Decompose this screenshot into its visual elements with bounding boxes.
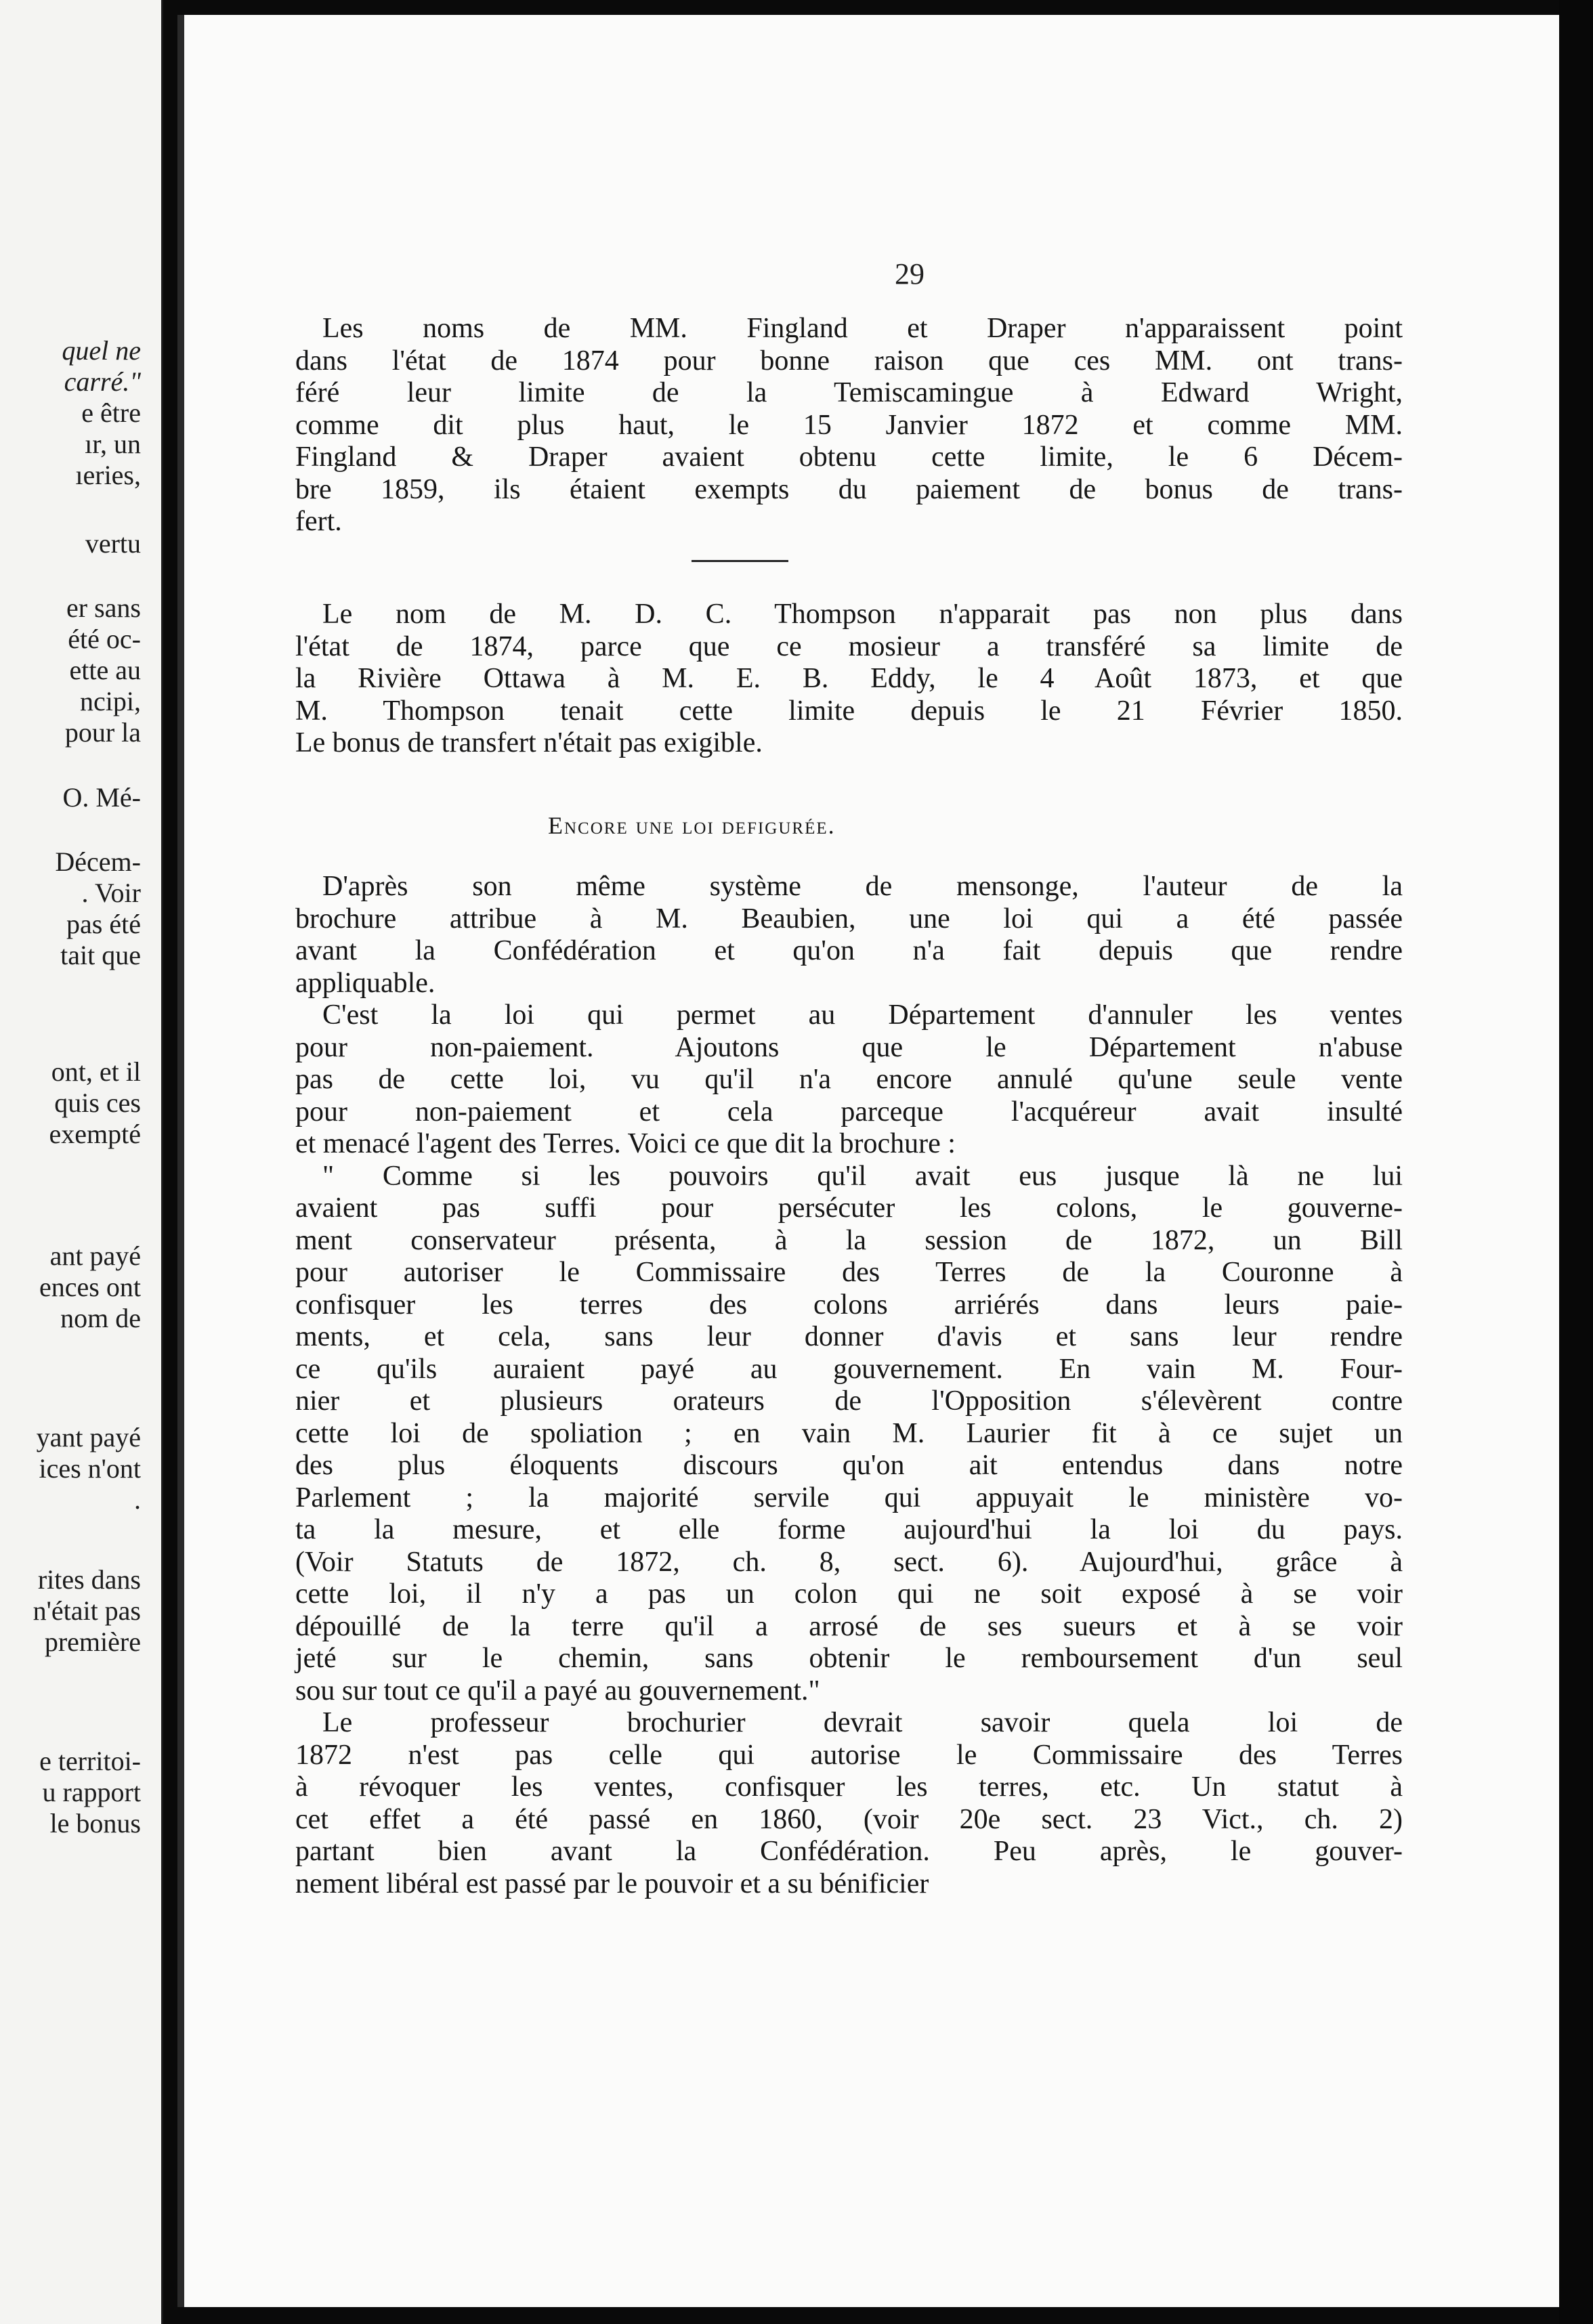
text-line: ce qu'ils auraient payé au gouvernement. En vain M. Four- (295, 1353, 1403, 1385)
adjacent-page-line: première (44, 1627, 141, 1657)
text-line: à révoquer les ventes, confisquer les terres, etc. Un statut à (295, 1771, 1403, 1803)
adjacent-page-line: yant payé (36, 1422, 141, 1452)
adjacent-page-line: nom de (60, 1303, 141, 1333)
adjacent-page-line: pas été (66, 909, 141, 939)
text-line: ment conservateur présenta, à la session de 1872, un Bill (295, 1224, 1403, 1256)
adjacent-page-line: vertu (85, 528, 141, 559)
adjacent-page-line: e être (81, 397, 141, 428)
adjacent-page-line: Décem- (55, 846, 141, 877)
paragraph-loi-defiguree (295, 871, 1403, 1900)
text-line: brochure attribue à M. Beaubien, une loi qui a été passée (295, 903, 1403, 934)
text-line: 1872 n'est pas celle qui autorise le Commissaire des Terres (295, 1739, 1403, 1771)
text-line: jeté sur le chemin, sans obtenir le remboursement d'un seul (295, 1643, 1403, 1674)
adjacent-page-line: ices n'ont (39, 1453, 141, 1484)
text-line: cette loi de spoliation ; en vain M. Laurier fit à ce sujet un (295, 1417, 1403, 1449)
text-line: et menacé l'agent des Terres. Voici ce que dit la brochure : (295, 1128, 956, 1159)
text-line: ments, et cela, sans leur donner d'avis et sans leur rendre (295, 1321, 1403, 1352)
text-line: pour autoriser le Commissaire des Terres de la Couronne à (295, 1257, 1403, 1288)
text-line: Le nom de M. D. C. Thompson n'apparait pas non plus dans (322, 599, 1403, 630)
text-line: " Comme si les pouvoirs qu'il avait eus jusque là ne lui (322, 1160, 1403, 1192)
adjacent-page-line: er sans (66, 593, 141, 623)
text-line: nier et plusieurs orateurs de l'Opposition s'élevèrent contre (295, 1385, 1403, 1417)
page-number: 29 (895, 257, 925, 290)
text-line: fert. (295, 506, 342, 537)
text-line: pour non-paiement et cela parceque l'acquéreur avait insulté (295, 1096, 1403, 1127)
text-line: Parlement ; la majorité servile qui appuyait le ministère vo- (295, 1482, 1403, 1513)
text-line: C'est la loi qui permet au Département d'annuler les ventes (322, 999, 1403, 1031)
text-line: bre 1859, ils étaient exempts du paiement de bonus de trans- (295, 473, 1403, 505)
text-line: D'après son même système de mensonge, l'auteur de la (322, 871, 1403, 902)
paragraph-thompson (295, 599, 1403, 760)
adjacent-page-line: rites dans (37, 1564, 141, 1595)
adjacent-page-line: tait que (60, 940, 141, 970)
text-line: Le bonus de transfert n'était pas exigible. (295, 727, 763, 758)
adjacent-page-line: ences ont (39, 1272, 141, 1302)
scan-border (1559, 0, 1593, 2324)
text-line: avaient pas suffi pour persécuter les colons, le gouverne- (295, 1192, 1403, 1224)
text-line: cet effet a été passé en 1860, (voir 20e sect. 23 Vict., ch. 2) (295, 1803, 1403, 1835)
adjacent-page-line: . Voir (81, 878, 141, 908)
adjacent-page-line: ont, et il (51, 1056, 141, 1087)
book-page (177, 15, 1559, 2307)
text-line: la Rivière Ottawa à M. E. B. Eddy, le 4 Août 1873, et que (295, 663, 1403, 694)
adjacent-page-line: carré." (64, 366, 141, 397)
adjacent-page-line: . (134, 1484, 141, 1515)
adjacent-page-line: O. Mé- (62, 782, 141, 813)
text-line: Fingland & Draper avaient obtenu cette limite, le 6 Décem- (295, 442, 1403, 473)
text-line: confisquer les terres des colons arriérés dans leurs paie- (295, 1289, 1403, 1320)
paragraph-fingland-draper (295, 313, 1403, 538)
text-line: dans l'état de 1874 pour bonne raison que ces MM. ont trans- (295, 345, 1403, 376)
section-heading: Encore une loi defigurée. (548, 812, 836, 839)
text-line: partant bien avant la Confédération. Peu après, le gouver- (295, 1836, 1403, 1867)
adjacent-page-line: quis ces (54, 1088, 141, 1118)
text-line: appliquable. (295, 967, 436, 999)
text-line: Le professeur brochurier devrait savoir quela loi de (322, 1707, 1403, 1738)
text-line: pas de cette loi, vu qu'il n'a encore annulé qu'une seule vente (295, 1064, 1403, 1095)
adjacent-page-line: quel ne (62, 335, 141, 366)
text-line: comme dit plus haut, le 15 Janvier 1872 et comme MM. (295, 409, 1403, 441)
text-line: féré leur limite de la Temiscamingue à Edward Wright, (295, 377, 1403, 408)
adjacent-page-line: ıeries, (75, 460, 141, 490)
text-line: M. Thompson tenait cette limite depuis le 21 Février 1850. (295, 695, 1403, 727)
adjacent-page-line: ncipi, (80, 686, 141, 716)
text-line: pour non-paiement. Ajoutons que le Département n'abuse (295, 1031, 1403, 1063)
adjacent-page-line: été oc- (68, 624, 141, 654)
text-line: ta la mesure, et elle forme aujourd'hui la loi du pays. (295, 1514, 1403, 1545)
text-line: Les noms de MM. Fingland et Draper n'apparaissent point (322, 313, 1403, 344)
adjacent-page-line: ır, un (85, 429, 141, 459)
adjacent-page-line: le bonus (49, 1808, 141, 1838)
text-line: des plus éloquents discours qu'on ait entendus dans notre (295, 1450, 1403, 1481)
adjacent-page-line: u rapport (42, 1777, 141, 1807)
adjacent-page-line: pour la (64, 717, 141, 748)
adjacent-page-line: ant payé (49, 1241, 141, 1271)
section-divider (692, 560, 788, 562)
adjacent-page-line: n'était pas (33, 1595, 141, 1626)
text-line: sou sur tout ce qu'il a payé au gouvernement." (295, 1675, 820, 1706)
text-line: l'état de 1874, parce que ce mosieur a transféré sa limite de (295, 630, 1403, 662)
adjacent-page-line: ette au (69, 655, 141, 685)
adjacent-page-line: e territoi- (39, 1746, 141, 1776)
text-line: (Voir Statuts de 1872, ch. 8, sect. 6). Aujourd'hui, grâce à (295, 1546, 1403, 1578)
text-line: nement libéral est passé par le pouvoir et a su bénificier (295, 1868, 929, 1899)
adjacent-page-line: exempté (49, 1119, 141, 1149)
text-line: dépouillé de la terre qu'il a arrosé de ses sueurs et à se voir (295, 1610, 1403, 1642)
adjacent-page-fragment (0, 0, 163, 2324)
text-line: cette loi, il n'y a pas un colon qui ne soit exposé à se voir (295, 1578, 1403, 1610)
text-line: avant la Confédération et qu'on n'a fait depuis que rendre (295, 935, 1403, 966)
